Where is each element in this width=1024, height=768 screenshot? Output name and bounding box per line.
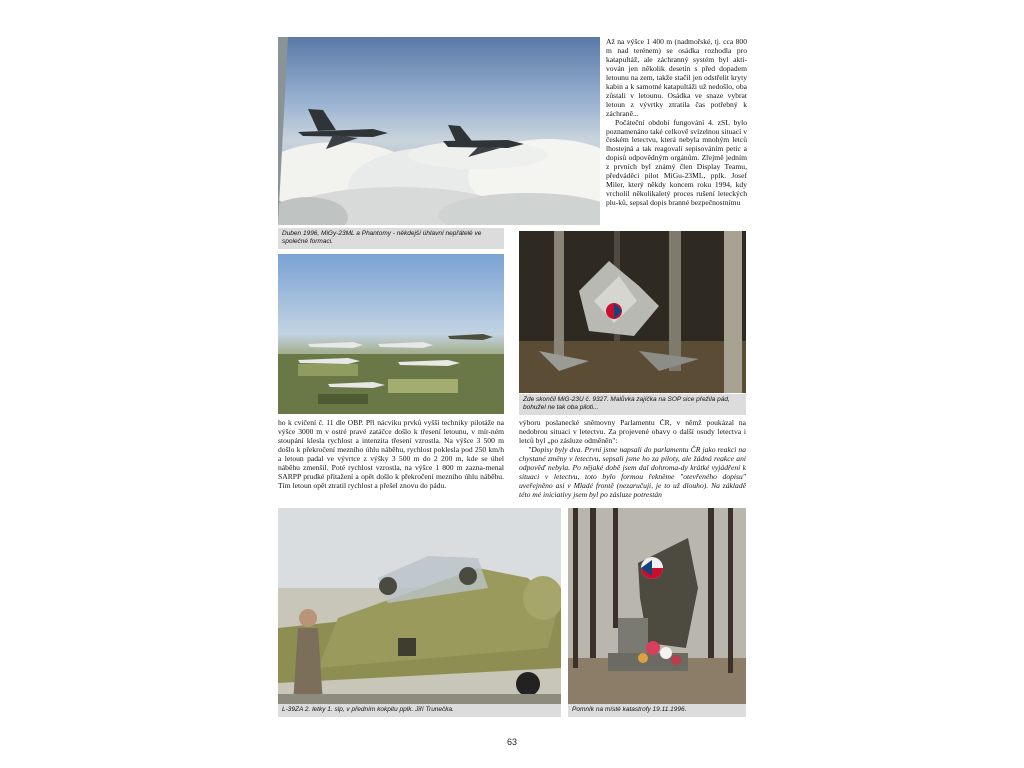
text-column-mid-right: [519, 419, 746, 503]
paragraph: výboru poslanecké sněmovny Parlamentu ČR, v němž poukázal na nedobrou situaci v letectvu. Za projevené obavy o další osudy letectva i letců byl „po zásluze odměněn":: [519, 419, 746, 445]
caption-photo-3: Zde skončil MiG-23U č. 9327. Malůvka zajíčka na SOP sice přežila pád, bohužel ne tak oba piloti...: [519, 394, 746, 415]
paragraph: ho k cvičení č. 11 dle OBP. Při nácviku prvků vyšší techniky pilotáže na výšce 3000 m v ostré pravé zatáčce došlo k třesení letounu, v mír-ném stoupání klesla rychlost a intenzita třesení vzrostla. Na výšce 3 500 m došlo k překročení mezního úhlu náběhu, rychlost poklesla pod 250 km/h a letoun padal ve vývrtce z výšky 3 500 m do 2 200 m, kde se úhel náběhu zmenšil. Poté rychlost vzrostla, na výšce 1 800 m zazna-menal SARPP prudké přitažení a opět došlo k překročení mezního úhlu náběhu. Tím letoun opět ztratil rychlost a přešel znovu do pádu.: [278, 419, 504, 490]
photo-l39za-cockpit: [278, 508, 561, 704]
quote-paragraph: "Dopisy byly dva. První jsme napsali do parlamentu ČR jako reakci na chystané změny v letectvu, sepsali jsme ho za piloty, ale žádná reakce ani odpověď nebyla. Po nějaké době jsem dal dohroma-dy krátké vyjádření k situaci v letectvu, toto bylo formou řekněme "otevřeného dopisu" uveřejněno asi v Mladé frontě (nezaručuji, je to už dlouho). Na základě této mé iniciativy jsem byl po zásluze potrestán: [519, 444, 746, 499]
paragraph: Počáteční období fungování 4. zSL bylo poznamenáno také celkově svízelnou situací v českém letectvu, která nebyla mnohým letců lhostejná a tak reagovali sepisováním petic a dopisů odpovědným orgánům. Zřejmě jedním z prvních byl známý člen Display Teamu, předváděcí pilot MiGu-23ML, pplk. Josef Miler, který někdy koncem roku 1994, kdy vrcholil několikaletý proces rušení leteckých plu-ků, sepsal dopis branné bezpečnostnímu: [606, 117, 747, 208]
text-column-top-right: [606, 38, 747, 220]
photo-formation-flight: [278, 254, 504, 414]
page-number: 63: [506, 737, 517, 747]
caption-photo-4: L-39ZA 2. letky 1. slp, v předním kokpitu pplk. Jiří Trunečka.: [278, 704, 561, 717]
photo-migs-phantoms-clouds: [278, 37, 600, 225]
photo-crash-site: [519, 231, 746, 393]
caption-photo-1: Duben 1996, MiGy-23ML a Phantomy - někdejší úhlavní nepřátelé ve společné formaci.: [278, 228, 504, 249]
caption-photo-5: Pomník na místě katastrofy 19.11.1996.: [568, 704, 746, 717]
text-column-mid-left: [278, 419, 504, 503]
paragraph: Až na výšce 1 400 m (nadmořské, tj. cca 800 m nad terénem) se osádka rozhodla pro katapultáž, ale záchranný systém byl akti-vován jen několik desetin s před dopadem letounu na zem, takže stačil jen odstřelit kryty kabin a k samotné katapultáži už nedošlo, oba zůstali v letounu. Osádka ve snaze vybrat letoun z vývrtky ztratila čas potřebný k záchraně...: [606, 38, 747, 118]
photo-memorial: [568, 508, 746, 704]
